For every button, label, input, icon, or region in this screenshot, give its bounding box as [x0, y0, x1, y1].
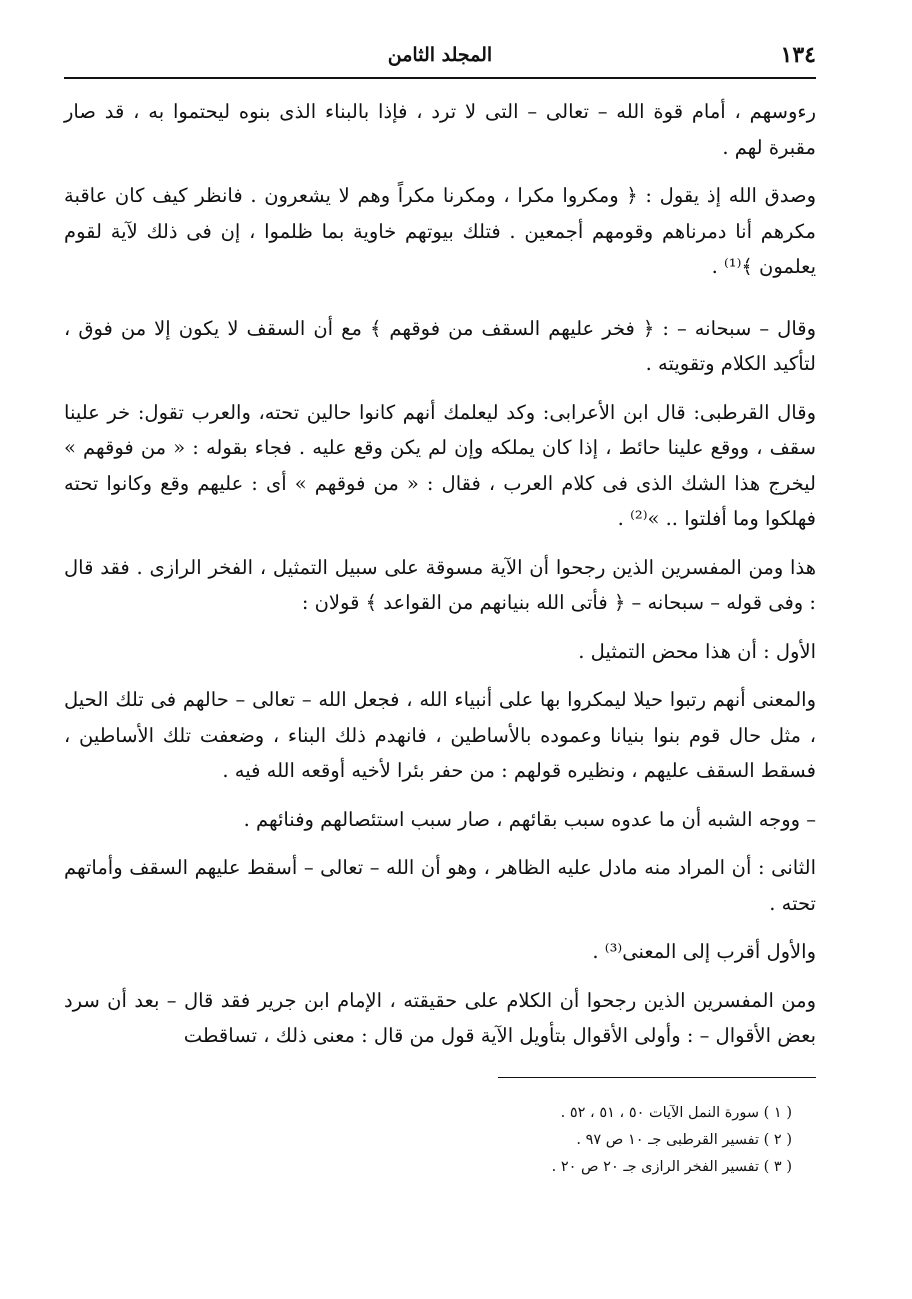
footnote-3: ( ٣ ) تفسير الفخر الرازى جـ ٢٠ ص ٢٠ . [551, 1159, 792, 1175]
page-header [64, 38, 816, 72]
paragraph-11: ومن المفسرين الذين رجحوا أن الكلام على حقيقته ، الإمام ابن جرير فقد قال – بعد أن سرد بعض الأقوال – : وأولى الأقوال بتأويل الآية قول من قال : معنى ذلك ، تساقطت [64, 988, 816, 1047]
paragraph-1: رءوسهم ، أمام قوة الله – تعالى – التى لا ترد ، فإذا بالبناء الذى بنوه ليحتموا به ، قد صار مقبرة لهم . [64, 100, 816, 159]
paragraph-2: وصدق الله إذ يقول : ﴿ ومكروا مكرا ، ومكرنا مكراً وهم لا يشعرون . فانظر كيف كان عاقبة مكرهم أنا دمرناهم وقومهم أجمعين . فتلك بيوتهم خاوية بما ظلموا ، إن فى ذلك لآية لقوم يعلمون ﴾⁽¹⁾ . [64, 184, 816, 278]
paragraph-7: والمعنى أنهم رتبوا حيلا ليمكروا بها على أنبياء الله ، فجعل الله – تعالى – حالهم فى تلك الحيل ، مثل حال قوم بنوا بنيانا وعموده بالأساطين ، فانهدم ذلك البناء ، وضعفت تلك الأساطين ، فسقط السقف عليهم ، ونظيره قولهم : من حفر بئرا لأخيه أوقعه الله فيه . [64, 688, 816, 782]
paragraph-5: هذا ومن المفسرين الذين رجحوا أن الآية مسوقة على سبيل التمثيل ، الفخر الرازى . فقد قال : وفى قوله – سبحانه – ﴿ فأتى الله بنيانهم من القواعد ﴾ قولان : [64, 555, 816, 614]
paragraph-10: والأول أقرب إلى المعنى⁽³⁾ . [592, 940, 816, 963]
paragraph-6: الأول : أن هذا محض التمثيل . [578, 639, 816, 663]
paragraph-3: وقال – سبحانه – : ﴿ فخر عليهم السقف من فوقهم ﴾ مع أن السقف لا يكون إلا من فوق ، لتأكيد الكلام وتقويته . [64, 316, 816, 375]
paragraph-4: وقال القرطبى: قال ابن الأعرابى: وكد ليعلمك أنهم كانوا حالين تحته، والعرب تقول: خر علينا سقف ، ووقع علينا حائط ، إذا كان يملكه وإن لم يكن وقع عليه . فجاء بقوله : « من فوقهم » ليخرج هذا الشك الذى فى كلام العرب ، فقال : « من فوقهم » أى : عليهم وقع وكانوا تحته فهلكوا وما أفلتوا .. »⁽²⁾ . [64, 400, 816, 530]
footnotes [300, 1100, 792, 1181]
page-number: ١٣٤ [780, 42, 816, 68]
footnote-2: ( ٢ ) تفسير القرطبى جـ ١٠ ص ٩٧ . [576, 1132, 792, 1148]
header-rule [64, 77, 816, 79]
footnote-1: ( ١ ) سورة النمل الآيات ٥٠ ، ٥١ ، ٥٢ . [560, 1105, 792, 1121]
body-text [64, 94, 816, 1067]
paragraph-9: الثانى : أن المراد منه مادل عليه الظاهر ، وهو أن الله – تعالى – أسقط عليهم السقف وأماتهم تحته . [64, 856, 816, 915]
footnote-rule [498, 1077, 816, 1078]
paragraph-8: – ووجه الشبه أن ما عدوه سبب بقائهم ، صار سبب استئصالهم وفنائهم . [243, 807, 816, 831]
running-title: المجلد الثامن [387, 44, 493, 66]
